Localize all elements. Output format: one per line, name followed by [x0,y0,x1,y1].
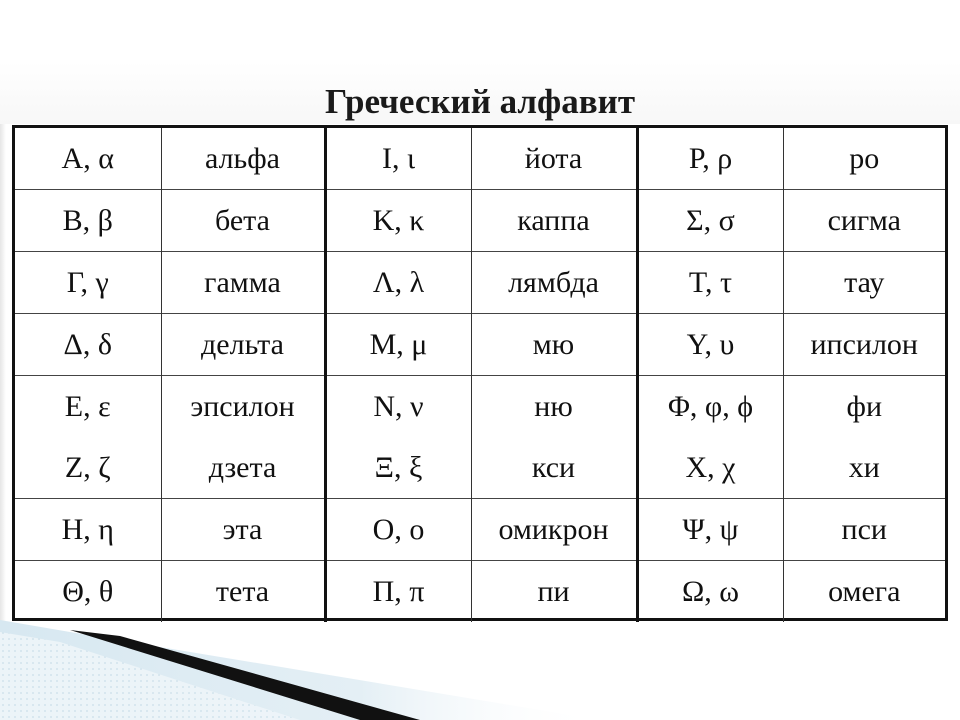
name-cell: дзета [161,437,325,499]
letter-cell: Γ, γ [15,252,161,314]
name-cell: омикрон [471,499,637,561]
letter-cell: А, α [61,141,114,175]
letter-cell: Ρ, ρ [637,128,783,190]
name-cell: пси [783,499,945,561]
name-cell: кси [471,437,637,499]
slide-edge-shadow [0,62,6,622]
name-cell: эта [161,499,325,561]
letter-cell: Ζ, ζ [64,450,111,484]
letter-cell: Ε, ε [15,376,161,438]
name-cell: каппа [471,190,637,252]
name-cell: сигма [783,190,945,252]
name-cell: йота [471,128,637,190]
letter-cell: Φ, φ, ϕ [637,376,783,438]
name-cell: ипсилон [783,314,945,376]
letter-cell: Σ, σ [637,190,783,252]
page-title: Греческий алфавит [324,82,636,121]
name-cell: лямбда [471,252,637,314]
table-row [15,190,945,252]
decorative-ribbon [0,612,960,720]
letter-cell: Χ, χ [637,437,783,499]
name-cell: бета [161,190,325,252]
name-cell: мю [471,314,637,376]
letter-cell: Μ, μ [325,314,471,376]
table-row [15,252,945,314]
letter-cell: Ξ, ξ [325,437,471,499]
table-row [15,437,945,499]
name-cell: эпсилон [161,376,325,438]
name-cell: тау [783,252,945,314]
letter-cell: Θ, θ [15,561,161,623]
name-cell: гамма [161,252,325,314]
name-cell: альфа [161,128,325,190]
letter-cell: Κ, κ [325,190,471,252]
table-row [15,499,945,561]
letter-cell: Δ, δ [15,314,161,376]
table-row [15,314,945,376]
letter-cell: Ω, ω [637,561,783,623]
letter-cell: Η, η [15,499,161,561]
table-row [15,376,945,438]
letter-cell: Π, π [325,561,471,623]
alphabet-grid [15,128,945,622]
name-cell: омега [783,561,945,623]
letter-cell: Ψ, ψ [637,499,783,561]
letter-cell: Ο, ο [325,499,471,561]
letter-cell: Ν, ν [325,376,471,438]
name-cell: пи [471,561,637,623]
letter-cell: Ι, ι [325,128,471,190]
letter-cell: Λ, λ [325,252,471,314]
letter-cell: Τ, τ [637,252,783,314]
name-cell: хи [783,437,945,499]
name-cell: ро [783,128,945,190]
letter-cell: Β, β [15,190,161,252]
name-cell: ню [471,376,637,438]
name-cell: дельта [161,314,325,376]
greek-alphabet-table [12,125,948,621]
letter-cell: Υ, υ [637,314,783,376]
name-cell: тета [161,561,325,623]
table-row [15,128,945,190]
name-cell: фи [783,376,945,438]
